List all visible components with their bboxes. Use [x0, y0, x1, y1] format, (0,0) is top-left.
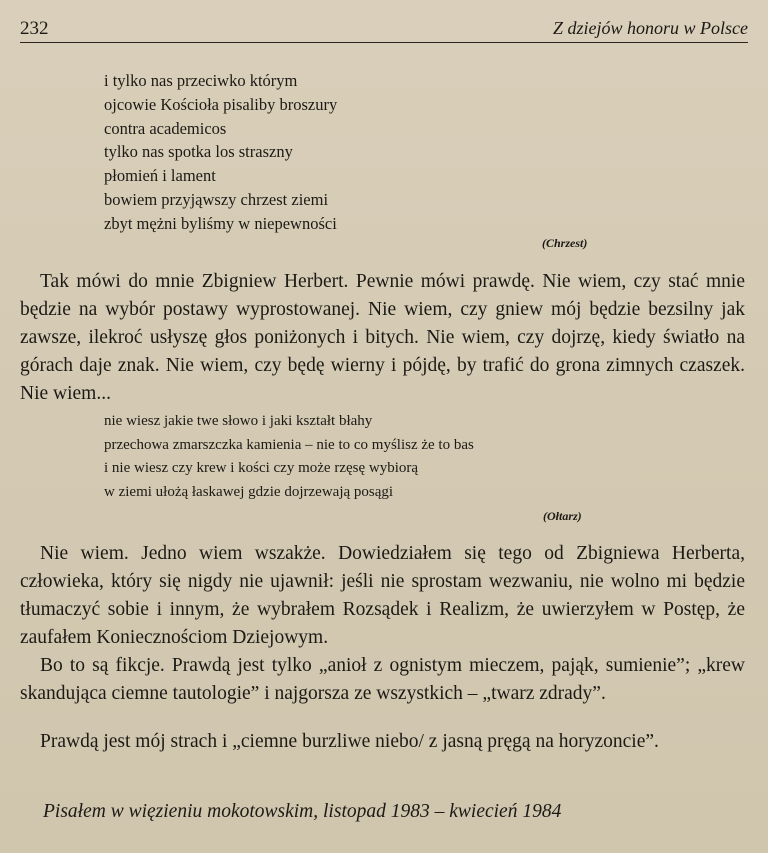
poem-line: ojcowie Kościoła pisaliby broszury	[104, 94, 338, 114]
poem-line: przechowa zmarszczka kamienia – nie to co myślisz że to bas	[104, 436, 474, 453]
poem-line: zbyt mężni byliśmy w niepewności	[104, 213, 337, 233]
poem-line: contra academicos	[104, 118, 227, 138]
poem-line: płomień i lament	[104, 166, 216, 186]
poem-line: w ziemi ułożą łaskawej gdzie dojrzewają posągi	[104, 483, 394, 500]
paragraph-fear	[20, 728, 745, 756]
paragraph-fictions	[20, 652, 745, 708]
poem-oltarz	[104, 410, 474, 504]
poem-line: bowiem przyjąwszy chrzest ziemi	[104, 189, 329, 209]
page-number: 232	[20, 18, 49, 39]
paragraph-text: Tak mówi do mnie Zbigniew Herbert. Pewnie mówi prawdę. Nie wiem, czy stać mnie będzie na wybór postawy wyprostowanej. Nie wiem, czy gniew mój będzie bezsilny jak zawsze, ilekroć usłyszę głos poniżonych i bitych. Nie wiem, czy dojrzę, kiedy światło na górach daje znak. Nie wiem, czy będę wierny i pójdę, by trafić do grona zimnych czaszek. Nie wiem...	[20, 271, 745, 404]
poem-citation-chrzest: (Chrzest)	[542, 236, 588, 250]
poem-citation-oltarz: (Ołtarz)	[543, 509, 582, 523]
paragraph-i-know-one-thing	[20, 540, 745, 652]
poem-line: i tylko nas przeciwko którym	[104, 71, 298, 90]
running-title: Z dziejów honoru w Polsce	[552, 18, 748, 38]
poem-chrzest	[104, 69, 337, 236]
dateline: Pisałem w więzieniu mokotowskim, listopad 1983 – kwiecień 1984	[43, 801, 562, 822]
poem-line: nie wiesz jakie twe słowo i jaki kształt błahy	[104, 413, 373, 429]
paragraph-text: Bo to są fikcje. Prawdą jest tylko „anioł z ognistym mieczem, pająk, sumienie”; „krew skandująca ciemne tautologie” i najgorsza ze wszystkich – „twarz zdrady”.	[20, 655, 745, 704]
poem-line: i nie wiesz czy krew i kości czy może rzęsę wybiorą	[104, 460, 419, 476]
poem-line: tylko nas spotka los straszny	[104, 142, 293, 162]
page-header	[20, 18, 748, 43]
paragraph-text: Prawdą jest mój strach i „ciemne burzliwe niebo/ z jasną pręgą na horyzoncie”.	[40, 731, 659, 752]
paragraph-text: Nie wiem. Jedno wiem wszakże. Dowiedziałem się tego od Zbigniewa Herberta, człowieka, który się nigdy nie ujawnił: jeśli nie sprostam wezwaniu, nie wolno mi będzie tłumaczyć sobie i innym, że wybrałem Rozsądek i Realizm, że uwierzyłem w Postęp, że zaufałem Koniecznościom Dziejowym.	[20, 543, 745, 648]
paragraph-herbert-says	[20, 268, 745, 408]
